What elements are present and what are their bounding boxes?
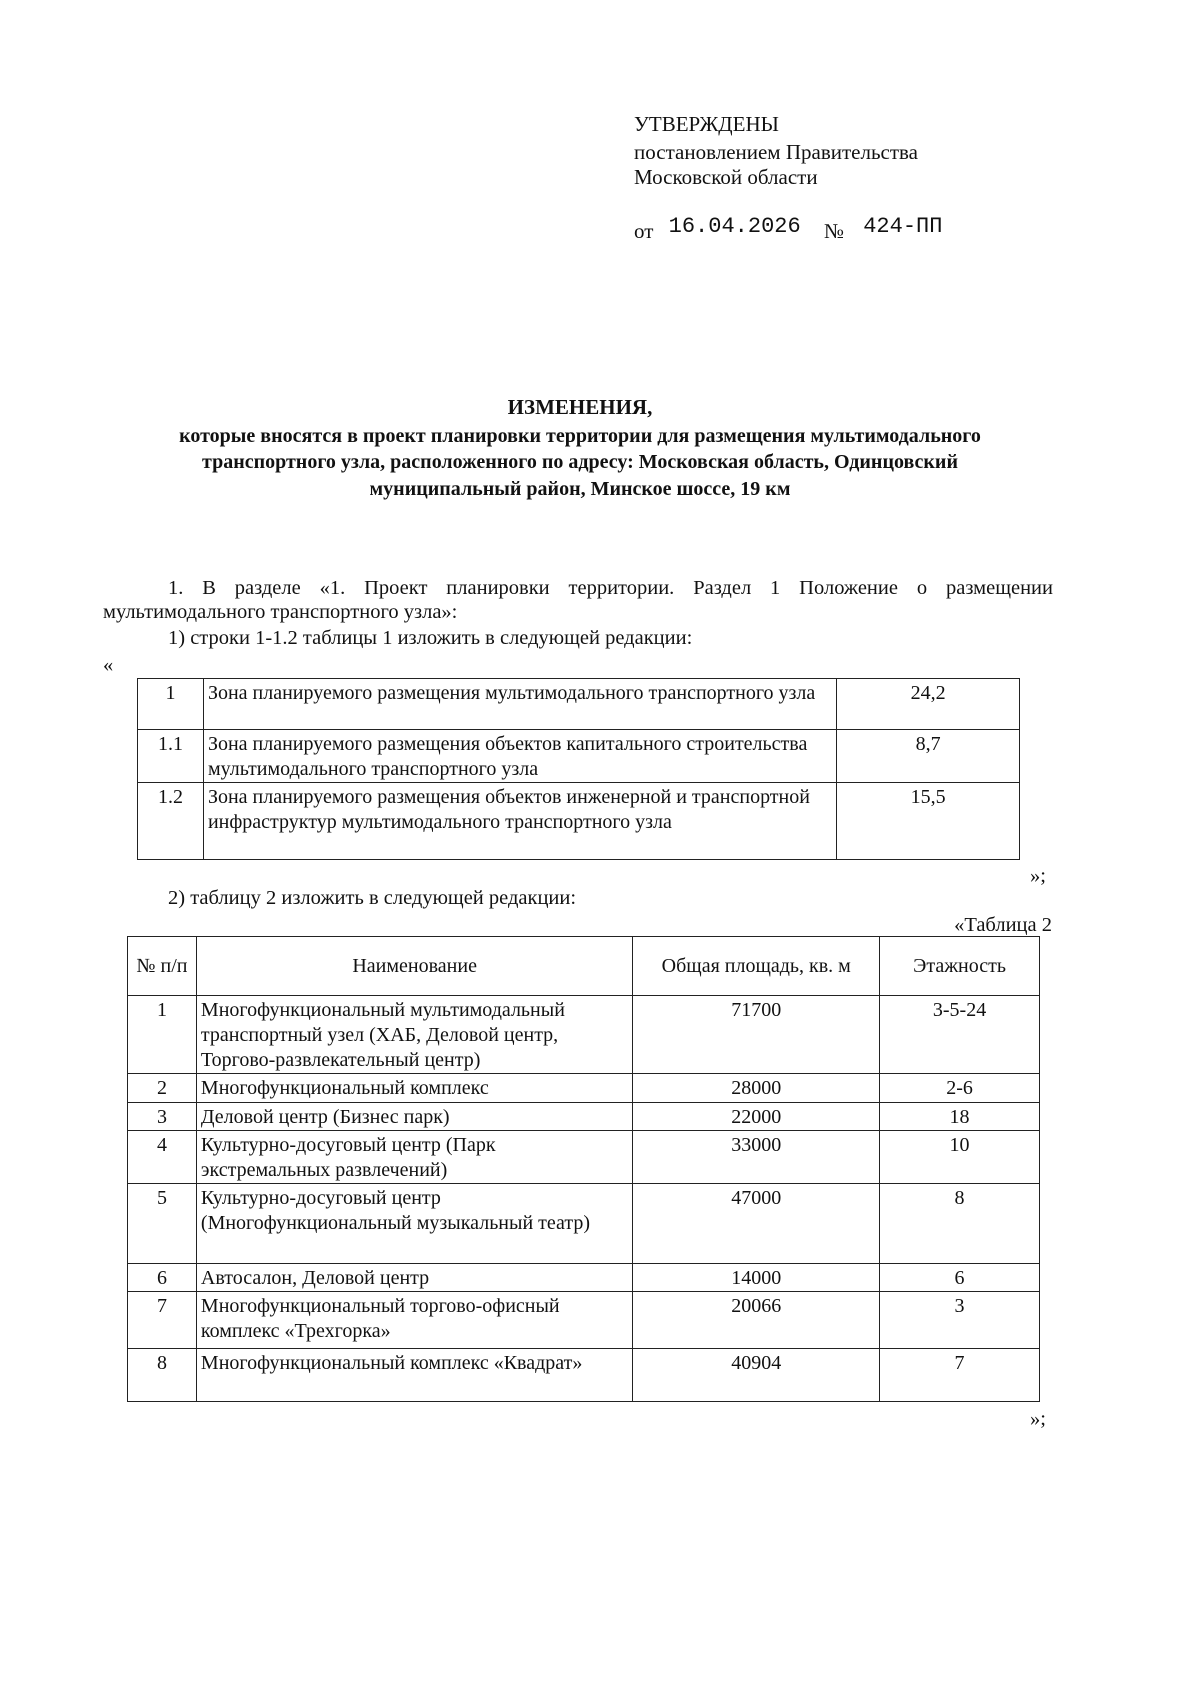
table-row (128, 1103, 1040, 1131)
table-header-row (128, 937, 1040, 996)
table-row (128, 1074, 1040, 1103)
object-area: 14000 (633, 1264, 880, 1292)
object-name: Деловой центр (Бизнес парк) (196, 1103, 633, 1131)
object-name: Многофункциональный комплекс (196, 1074, 633, 1103)
item2-text: 2) таблицу 2 изложить в следующей редакции: (168, 887, 577, 909)
object-area: 40904 (633, 1349, 880, 1402)
table-row (128, 1349, 1040, 1402)
row-number: 1 (138, 679, 204, 730)
object-area: 33000 (633, 1131, 880, 1184)
row-number: 8 (128, 1349, 197, 1402)
open-quote: « (103, 654, 114, 676)
object-name: Многофункциональный торгово-офисный комплекс «Трехгорка» (196, 1292, 633, 1349)
object-name: Культурно-досуговый центр (Парк экстремальных развлечений) (196, 1131, 633, 1184)
object-floors: 2-6 (880, 1074, 1040, 1103)
table1 (137, 678, 1020, 860)
approval-date-line (634, 212, 943, 243)
row-number: 1.1 (138, 730, 204, 783)
header-name: Наименование (196, 937, 633, 996)
number-label: № (823, 219, 844, 243)
object-name: Культурно-досуговый центр (Многофункциональный музыкальный театр) (196, 1184, 633, 1264)
decree-number: 424-ПП (863, 214, 943, 239)
object-area: 28000 (633, 1074, 880, 1103)
approval-line2: Московской области (634, 165, 818, 189)
document-title: ИЗМЕНЕНИЯ, (507, 395, 653, 419)
close-quote-1: »; (1030, 865, 1046, 887)
zone-value: 15,5 (837, 783, 1020, 860)
object-area: 71700 (633, 996, 880, 1074)
zone-name: Зона планируемого размещения объектов капитального строительства мультимодального транспортного узла (203, 730, 836, 783)
object-name: Многофункциональный мультимодальный транспортный узел (ХАБ, Деловой центр, Торгово-развлекательный центр) (196, 996, 633, 1074)
table-row (128, 1131, 1040, 1184)
from-label: от (634, 219, 654, 243)
header-num: № п/п (128, 937, 197, 996)
row-number: 3 (128, 1103, 197, 1131)
object-floors: 7 (880, 1349, 1040, 1402)
object-floors: 3-5-24 (880, 996, 1040, 1074)
row-number: 1 (128, 996, 197, 1074)
approval-title: УТВЕРЖДЕНЫ (634, 112, 779, 136)
object-area: 20066 (633, 1292, 880, 1349)
table-row (128, 996, 1040, 1074)
zone-value: 24,2 (837, 679, 1020, 730)
row-number: 2 (128, 1074, 197, 1103)
decree-date: 16.04.2026 (668, 214, 801, 239)
row-number: 1.2 (138, 783, 204, 860)
subtitle-line1: которые вносятся в проект планировки территории для размещения мультимодального (179, 425, 981, 447)
object-floors: 3 (880, 1292, 1040, 1349)
object-floors: 18 (880, 1103, 1040, 1131)
table-row (128, 1264, 1040, 1292)
row-number: 7 (128, 1292, 197, 1349)
subtitle-line3: муниципальный район, Минское шоссе, 19 км (369, 478, 791, 500)
object-area: 22000 (633, 1103, 880, 1131)
item1-text: 1) строки 1-1.2 таблицы 1 изложить в следующей редакции: (168, 627, 693, 649)
table-row (138, 783, 1020, 860)
table-row (138, 730, 1020, 783)
zone-name: Зона планируемого размещения объектов инженерной и транспортной инфраструктур мультимодального транспортного узла (203, 783, 836, 860)
para1-line2: мультимодального транспортного узла»: (103, 601, 458, 623)
row-number: 4 (128, 1131, 197, 1184)
table2-caption: «Таблица 2 (954, 914, 1052, 936)
object-floors: 6 (880, 1264, 1040, 1292)
para1-line1: 1. В разделе «1. Проект планировки территории. Раздел 1 Положение о размещении (168, 577, 1053, 599)
table-row (138, 679, 1020, 730)
header-area: Общая площадь, кв. м (633, 937, 880, 996)
object-name: Многофункциональный комплекс «Квадрат» (196, 1349, 633, 1402)
row-number: 5 (128, 1184, 197, 1264)
zone-value: 8,7 (837, 730, 1020, 783)
object-floors: 8 (880, 1184, 1040, 1264)
header-floors: Этажность (880, 937, 1040, 996)
zone-name: Зона планируемого размещения мультимодального транспортного узла (203, 679, 836, 730)
table-row (128, 1184, 1040, 1264)
row-number: 6 (128, 1264, 197, 1292)
object-floors: 10 (880, 1131, 1040, 1184)
subtitle-line2: транспортного узла, расположенного по адресу: Московская область, Одинцовский (202, 451, 958, 473)
approval-line1: постановлением Правительства (634, 140, 919, 164)
object-area: 47000 (633, 1184, 880, 1264)
object-name: Автосалон, Деловой центр (196, 1264, 633, 1292)
table-row (128, 1292, 1040, 1349)
table2 (127, 936, 1040, 1402)
close-quote-2: »; (1030, 1408, 1046, 1430)
